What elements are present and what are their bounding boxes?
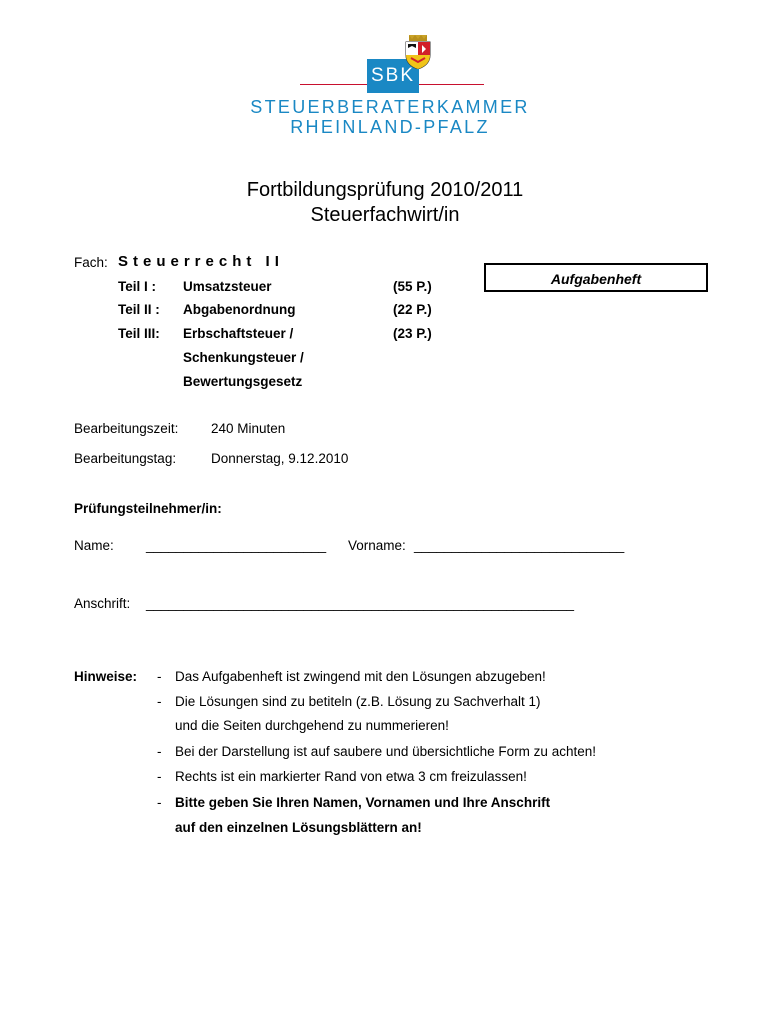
org-name-line2: RHEINLAND-PFALZ — [290, 117, 490, 137]
notes-label: Hinweise: — [74, 669, 138, 684]
firstname-field[interactable]: ____________________________ — [414, 538, 625, 553]
address-field[interactable]: _________________________________________________________ — [146, 596, 574, 611]
firstname-label: Vorname: — [348, 538, 406, 553]
part-3-label: Teil III: — [118, 326, 160, 341]
part-2-topic: Abgabenordnung — [183, 302, 296, 317]
subject-label: Fach: — [74, 255, 108, 270]
part-1-label: Teil I : — [118, 279, 157, 294]
duration-value: 240 Minuten — [211, 421, 286, 436]
date-label: Bearbeitungstag: — [74, 451, 177, 466]
part-3-points: (23 P.) — [393, 326, 432, 341]
logo-rule-left — [300, 84, 368, 85]
note-item: Rechts ist ein markierter Rand von etwa 3 cm freizulassen! — [175, 769, 527, 784]
part-3-topic-line3: Bewertungsgesetz — [183, 374, 303, 389]
note-item: Bei der Darstellung ist auf saubere und übersichtliche Form zu achten! — [175, 744, 596, 759]
note-item-continuation: und die Seiten durchgehend zu nummerieren! — [175, 718, 449, 733]
part-3-topic-line2: Schenkungsteuer / — [183, 350, 304, 365]
bullet: - — [157, 694, 162, 709]
coat-of-arms-icon — [403, 35, 433, 69]
bullet: - — [157, 744, 162, 759]
part-2-label: Teil II : — [118, 302, 160, 317]
part-3-topic: Erbschaftsteuer / — [183, 326, 294, 341]
name-label: Name: — [74, 538, 114, 553]
note-item-bold-continuation: auf den einzelnen Lösungsblättern an! — [175, 820, 422, 835]
exam-subtitle: Steuerfachwirt/in — [310, 204, 460, 226]
sbk-logo: SBK — [367, 59, 419, 93]
name-field[interactable]: ________________________ — [146, 538, 327, 553]
bullet: - — [157, 769, 162, 784]
bullet: - — [157, 795, 162, 810]
participant-heading: Prüfungsteilnehmer/in: — [74, 501, 222, 516]
date-value: Donnerstag, 9.12.2010 — [211, 451, 349, 466]
part-2-points: (22 P.) — [393, 302, 432, 317]
logo-rule-right — [418, 84, 484, 85]
bullet: - — [157, 669, 162, 684]
address-label: Anschrift: — [74, 596, 131, 611]
exam-title: Fortbildungsprüfung 2010/2011 — [246, 179, 524, 201]
booklet-label: Aufgabenheft — [550, 271, 642, 287]
org-name-line1: STEUERBERATERKAMMER — [250, 97, 530, 117]
part-1-topic: Umsatzsteuer — [183, 279, 272, 294]
duration-label: Bearbeitungszeit: — [74, 421, 179, 436]
note-item: Die Lösungen sind zu betiteln (z.B. Lösung zu Sachverhalt 1) — [175, 694, 541, 709]
note-item: Das Aufgabenheft ist zwingend mit den Lösungen abzugeben! — [175, 669, 546, 684]
part-1-points: (55 P.) — [393, 279, 432, 294]
subject-name: Steuerrecht II — [118, 253, 284, 270]
note-item-bold: Bitte geben Sie Ihren Namen, Vornamen und Ihre Anschrift — [175, 795, 551, 810]
